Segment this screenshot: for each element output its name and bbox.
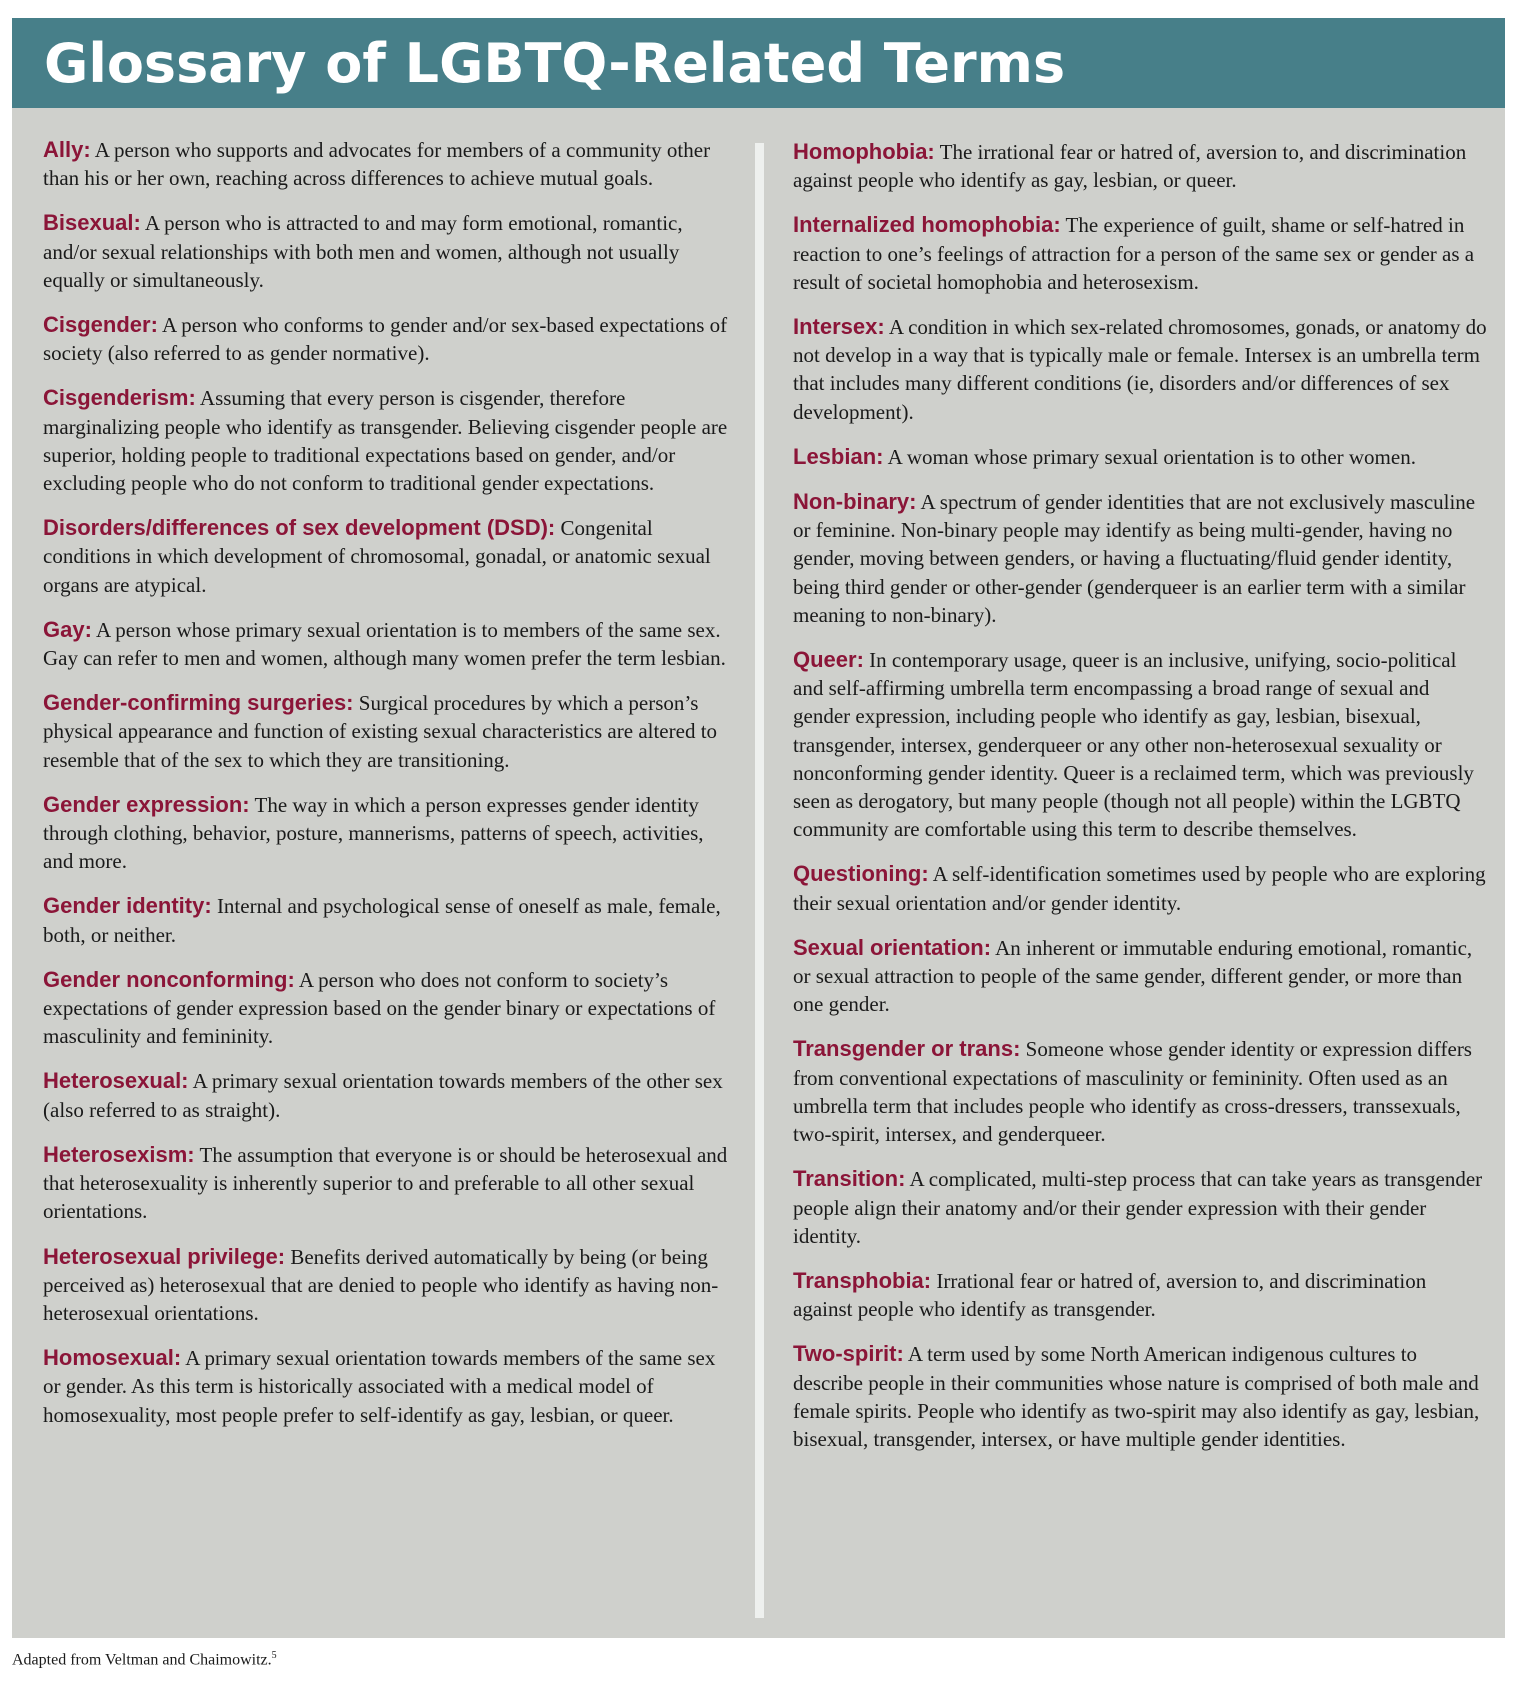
- glossary-entry: [793, 488, 1489, 629]
- glossary-definition: A person who does not conform to society’s expectations of gender expression based on the gender binary or expectations of masculinity and femininity.: [43, 967, 716, 1049]
- glossary-entry: [43, 966, 733, 1051]
- glossary-entry: [43, 1067, 733, 1123]
- glossary-definition: A person who is attracted to and may form emotional, romantic, and/or sexual relationships with both men and women, although not usually equally or simultaneously.: [43, 211, 683, 292]
- glossary-term: Gender expression:: [43, 791, 250, 817]
- glossary-term: Intersex:: [793, 314, 885, 340]
- glossary-definition: Internal and psychological sense of oneself as male, female, both, or neither.: [43, 894, 721, 947]
- footnote-ref: 5: [271, 1650, 277, 1661]
- glossary-definition: A person whose primary sexual orientation is to members of the same sex. Gay can refer to men and women, although many women prefer the term lesbian.: [43, 617, 726, 671]
- glossary-definition: Congenital conditions in which development of chromosomal, gonadal, or anatomic sexual organs are atypical.: [43, 516, 711, 597]
- glossary-definition: Irrational fear or hatred of, aversion to, and discrimination against people who identify as transgender.: [793, 1268, 1427, 1322]
- glossary-entry: [793, 1035, 1489, 1148]
- glossary-term: Cisgender:: [43, 312, 158, 338]
- column-divider: [755, 143, 764, 1618]
- glossary-term: Heterosexual:: [43, 1068, 189, 1094]
- glossary-term: Transition:: [793, 1166, 906, 1192]
- glossary-entry: [793, 443, 1489, 471]
- page-title: Glossary of LGBTQ-Related Terms: [44, 32, 1066, 95]
- glossary-entry: [43, 1141, 733, 1226]
- glossary-definition: Someone whose gender identity or expression differs from conventional expectations of masculinity or femininity. Often used as an umbrella term that includes people who identify as cross-dressers, transsexuals, two-spirit, intersex, and genderqueer.: [793, 1037, 1472, 1147]
- glossary-definition: A spectrum of gender identities that are not exclusively masculine or feminine. Non-binary people may identify as being multi-gender, having no gender, moving between genders, or having a fluctuating/fluid gender identity, being third gender or other-gender (genderqueer is an earlier term with a similar meaning to non-binary).: [793, 490, 1476, 627]
- glossary-entry: [43, 616, 733, 672]
- glossary-entry: [43, 384, 733, 497]
- glossary-term: Heterosexual privilege:: [43, 1243, 286, 1269]
- glossary-definition: A term used by some North American indigenous cultures to describe people in their communities whose nature is comprised of both male and female spirits. People who identify as two-spirit may also identify as gay, lesbian, bisexual, transgender, intersex, or have multiple gender identities.: [793, 1342, 1480, 1451]
- glossary-definition: A self-identification sometimes used by people who are exploring their sexual orientation and/or gender identity.: [793, 862, 1486, 915]
- glossary-term: Ally:: [43, 137, 91, 162]
- source-footnote: [12, 1650, 277, 1669]
- glossary-entry: [793, 860, 1489, 916]
- glossary-definition: Benefits derived automatically by being (or being perceived as) heterosexual that are denied to people who identify as having non-heterosexual orientations.: [43, 1244, 719, 1325]
- footnote-text: Adapted from Veltman and Chaimowitz.: [12, 1651, 272, 1669]
- glossary-term: Queer:: [793, 647, 864, 673]
- glossary-term: Gender nonconforming:: [43, 966, 295, 992]
- glossary-definition: The experience of guilt, shame or self-hatred in reaction to one’s feelings of attraction for a person of the same sex or gender as a result of societal homophobia and heterosexism.: [793, 213, 1475, 294]
- glossary-definition: The assumption that everyone is or should be heterosexual and that heterosexuality is inherently superior to and preferable to all other sexual orientations.: [43, 1142, 728, 1224]
- glossary-term: Lesbian:: [793, 443, 884, 469]
- glossary-entry: [43, 514, 733, 599]
- glossary-definition: A primary sexual orientation towards members of the same sex or gender. As this term is historically associated with a medical model of homosexuality, most people prefer to self-identify as gay, lesbian, or queer.: [43, 1346, 716, 1427]
- glossary-entry: [43, 892, 733, 948]
- glossary-definition: A person who conforms to gender and/or sex-based expectations of society (also referred to as gender normative).: [43, 313, 728, 366]
- glossary-term: Gender identity:: [43, 893, 212, 919]
- glossary-term: Cisgenderism:: [43, 385, 196, 411]
- title-bar: [12, 18, 1505, 108]
- glossary-entry: [793, 211, 1489, 296]
- left-column: [43, 136, 733, 1446]
- glossary-term: Homosexual:: [43, 1345, 182, 1371]
- glossary-entry: [43, 689, 733, 774]
- glossary-definition: Assuming that every person is cisgender, therefore marginalizing people who identify as transgender. Believing cisgender people are superior, holding people to traditional expectations based on gender, and/or excluding people who do not conform to traditional gender expectations.: [43, 386, 728, 496]
- glossary-entry: [43, 311, 733, 367]
- glossary-entry: [43, 1344, 733, 1429]
- glossary-entry: [793, 1165, 1489, 1250]
- glossary-term: Homophobia:: [793, 139, 935, 164]
- glossary-term: Non-binary:: [793, 489, 917, 515]
- glossary-entry: [43, 1243, 733, 1328]
- glossary-term: Heterosexism:: [43, 1141, 195, 1167]
- glossary-definition: A condition in which sex-related chromosomes, gonads, or anatomy do not develop in a way that is typically male or female. Intersex is an umbrella term that includes many different conditions (ie, disorders and/or differences of sex development).: [793, 315, 1487, 424]
- right-column: [793, 138, 1489, 1470]
- glossary-entry: [793, 1267, 1489, 1323]
- glossary-entry: [793, 934, 1489, 1019]
- glossary-definition: An inherent or immutable enduring emotional, romantic, or sexual attraction to people of the same gender, different gender, or more than one gender.: [793, 935, 1473, 1017]
- glossary-definition: A primary sexual orientation towards members of the other sex (also referred to as straight).: [43, 1069, 723, 1122]
- glossary-definition: The irrational fear or hatred of, aversion to, and discrimination against people who identify as gay, lesbian, or queer.: [793, 140, 1467, 193]
- glossary-term: Gender-confirming surgeries:: [43, 690, 354, 716]
- glossary-term: Disorders/differences of sex development (DSD):: [43, 515, 556, 541]
- glossary-definition: A woman whose primary sexual orientation is to other women.: [887, 444, 1416, 469]
- glossary-entry: [793, 646, 1489, 843]
- glossary-entry: [43, 136, 733, 192]
- glossary-definition: A complicated, multi-step process that can take years as transgender people align their anatomy and/or their gender expression with their gender identity.: [793, 1167, 1483, 1248]
- glossary-entry: [43, 791, 733, 876]
- glossary-entry: [43, 209, 733, 294]
- glossary-definition: In contemporary usage, queer is an inclusive, unifying, socio-political and self-affirming umbrella term encompassing a broad range of sexual and gender expression, including people who identify as gay, lesbian, bisexual, transgender, intersex, genderqueer or any other non-heterosexual sexuality or nonconforming gender identity. Queer is a reclaimed term, which was previously seen as derogatory, but many people (though not all people) within the LGBTQ community are comfortable using this term to describe themselves.: [793, 648, 1474, 842]
- glossary-definition: A person who supports and advocates for members of a community other than his or her own, reaching across differences to achieve mutual goals.: [43, 138, 711, 191]
- glossary-term: Questioning:: [793, 861, 929, 887]
- glossary-definition: The way in which a person expresses gender identity through clothing, behavior, posture, mannerisms, patterns of speech, activities, and more.: [43, 792, 704, 874]
- glossary-term: Internalized homophobia:: [793, 212, 1061, 238]
- glossary-term: Transphobia:: [793, 1267, 932, 1293]
- glossary-box: [12, 18, 1505, 1638]
- glossary-term: Bisexual:: [43, 210, 141, 236]
- glossary-term: Transgender or trans:: [793, 1036, 1021, 1062]
- glossary-entry: [793, 1340, 1489, 1453]
- glossary-term: Sexual orientation:: [793, 934, 992, 960]
- glossary-entry: [793, 138, 1489, 194]
- glossary-definition: Surgical procedures by which a person’s physical appearance and function of existing sexual characteristics are altered to resemble that of the sex to which they are transitioning.: [43, 691, 718, 772]
- glossary-term: Gay:: [43, 616, 92, 642]
- glossary-entry: [793, 313, 1489, 426]
- glossary-term: Two-spirit:: [793, 1341, 904, 1367]
